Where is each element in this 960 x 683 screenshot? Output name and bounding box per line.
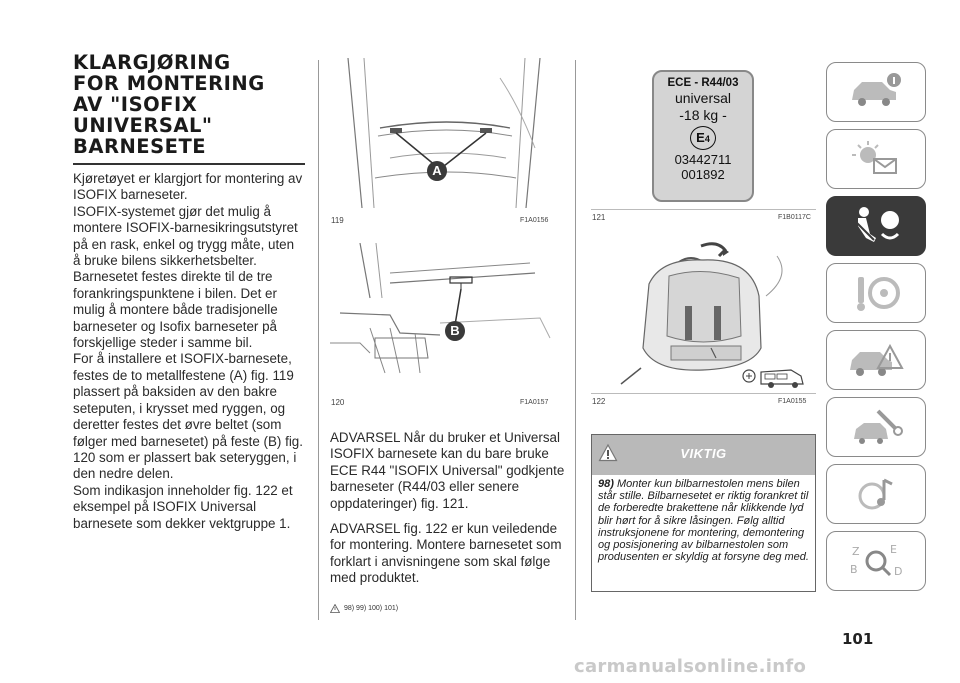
important-notice <box>591 434 816 592</box>
intro-body <box>73 171 305 532</box>
tab-multimedia[interactable] <box>826 464 926 524</box>
emergency-car-icon <box>846 338 906 382</box>
figure-121-approval-label <box>652 70 754 202</box>
index-search-icon <box>846 539 906 583</box>
approval-number: 03442711 <box>674 152 732 167</box>
notice-text: Monter kun bilbarnestolen mens bilen står stille. Bilbarnesetet er riktig forankret til de forberedte brakettene når klikkende lyd blir hørt for å sikre låsingen. Følg alltid instruksjonene for montering, demontering og posisjonering av bilbarnestolen som produsenten er skyldig at forsyne deg med. <box>598 478 809 564</box>
svg-text:E: E <box>890 543 897 556</box>
note-references <box>330 604 398 613</box>
tether-anchor-illustration <box>330 243 566 391</box>
page-number: 101 <box>842 630 874 648</box>
label-standard: ECE - R44/03 <box>667 77 739 89</box>
safety-seat-airbag-icon <box>846 204 906 248</box>
section-title <box>73 52 305 157</box>
marker-a: A <box>427 161 447 181</box>
marker-b: B <box>445 321 465 341</box>
car-info-icon <box>846 72 906 112</box>
paragraph: For å installere et ISOFIX-barnesete, festes de to metallfestene (A) fig. 119 plassert på baksiden av den bakre seteputen, i krysset med ryggen, og deretter festes det øvre beltet (som følger med barnesetet) på feste (B) fig. 120 som er plassert bak seteryggen, i den nedre delen. <box>73 351 303 482</box>
key-steering-icon <box>846 271 906 315</box>
svg-text:B: B <box>850 563 858 576</box>
figure-number: 120 <box>331 398 345 407</box>
warning-triangle-icon <box>330 604 340 613</box>
notice-body <box>592 475 815 566</box>
label-weight: -18 kg - <box>679 107 727 123</box>
svg-text:Z: Z <box>852 545 860 558</box>
tab-emergency[interactable] <box>826 330 926 390</box>
tab-safety[interactable] <box>826 196 926 256</box>
footer-watermark: carmanualsonline.info <box>574 656 807 677</box>
van-icon <box>741 364 809 392</box>
title-line: AV "ISOFIX <box>73 93 198 116</box>
figure-code: F1A0156 <box>520 217 549 224</box>
title-line: BARNESETE <box>73 135 207 158</box>
seat-anchor-illustration <box>330 58 566 208</box>
serial-number: 001892 <box>681 167 725 182</box>
title-line: FOR MONTERING <box>73 72 265 95</box>
paragraph: ADVARSEL fig. 122 er kun veiledende for montering. Montere barnesetet som forklart i anvisningene som skal følge med produktet. <box>330 521 562 586</box>
svg-text:D: D <box>894 565 903 578</box>
e-mark <box>690 126 716 150</box>
maintenance-tools-icon <box>846 405 906 449</box>
paragraph: ISOFIX-systemet gjør det mulig å montere ISOFIX-barnesikringsutstyret på en rask, enkel og trygg måte, uten å bruke bilens sikkerhetsbelter. Barnesetet festes direkte til de tre forankringspunktene i bilen. Det er mulig å montere både tradisjonelle barneseter og Isofix barneseter på forskjellige steder i samme bil. <box>73 203 298 351</box>
tab-warning-lights[interactable] <box>826 129 926 189</box>
column-divider <box>318 60 319 620</box>
figure-119-isofix-anchors <box>330 58 566 208</box>
figure-120-top-tether <box>330 243 566 391</box>
intro-column <box>73 52 305 532</box>
label-category: universal <box>674 90 732 106</box>
paragraph: ADVARSEL Når du bruker et Universal ISOFIX barnesete kan du bare bruke ECE R44 "ISOFIX Universal" godkjente barneseter (R44/03 eller senere oppdateringer) fig. 121. <box>330 430 565 511</box>
figure-frame-line <box>591 209 816 210</box>
column-divider <box>575 60 576 620</box>
notice-title: VIKTIG <box>680 446 727 461</box>
notice-header <box>592 435 815 475</box>
e-mark-number: 4 <box>704 134 710 144</box>
figure-code: F1A0155 <box>778 398 807 405</box>
title-line: UNIVERSAL" <box>73 114 213 137</box>
warning-lights-icon <box>846 139 906 179</box>
figure-number: 119 <box>331 216 344 225</box>
tab-index[interactable] <box>826 531 926 591</box>
reference-list: 98) 99) 100) 101) <box>344 605 399 612</box>
paragraph: Kjøretøyet er klargjort for montering av ISOFIX barneseter. <box>73 171 303 203</box>
multimedia-icon <box>846 472 906 516</box>
title-divider <box>73 163 305 165</box>
figure-frame-line <box>591 393 816 394</box>
paragraph: Som indikasjon inneholder fig. 122 et eksempel på ISOFIX Universal barnesete som dekker vektgruppe 1. <box>73 482 293 531</box>
figure-number: 122 <box>592 397 606 406</box>
e-mark-letter: E <box>696 130 705 145</box>
notice-number: 98) <box>598 478 614 490</box>
chapter-tabs <box>826 62 926 598</box>
tab-vehicle-info[interactable] <box>826 62 926 122</box>
figure-number: 121 <box>592 213 606 222</box>
tab-starting-driving[interactable] <box>826 263 926 323</box>
warning-text <box>330 430 566 596</box>
title-line: KLARGJØRING <box>73 51 231 74</box>
figure-code: F1A0157 <box>520 399 549 406</box>
figure-code: F1B0117C <box>778 214 811 221</box>
figure-122-isofix-child-seat <box>591 236 816 392</box>
tab-maintenance[interactable] <box>826 397 926 457</box>
